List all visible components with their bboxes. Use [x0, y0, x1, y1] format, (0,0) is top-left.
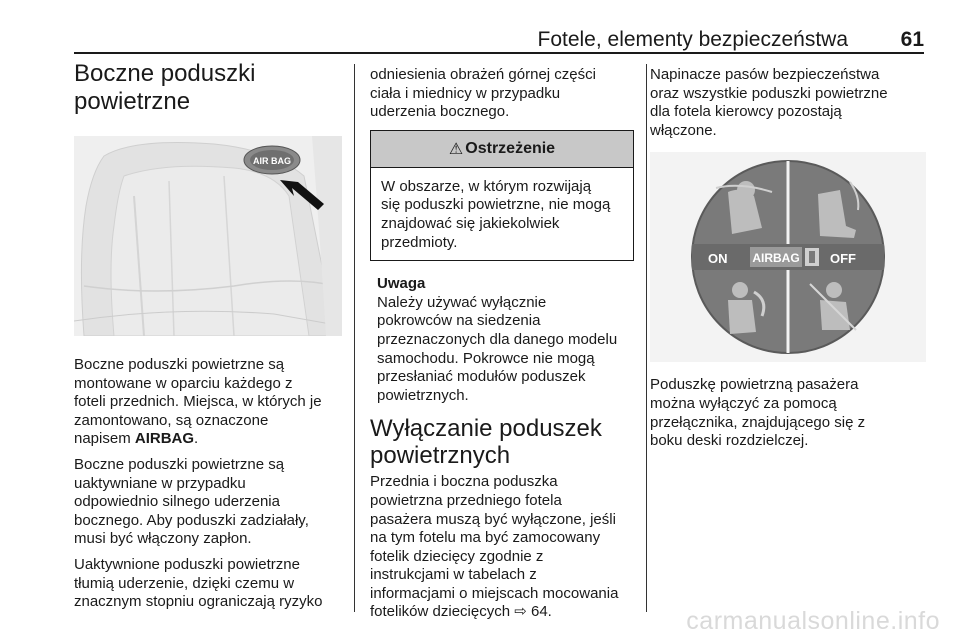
airbag-switch-illustration	[650, 152, 926, 362]
paragraph-continuation: odniesienia obrażeń górnej części ciała i miednicy w przypadku uderzenia bocznego.	[370, 66, 596, 121]
dial-label-airbag: AIRBAG	[752, 251, 800, 266]
paragraph-driver-airbags: Napinacze pasów bezpieczeństwa oraz wszystkie poduszki powietrzne dla fotela kierowcy pozostają włączone.	[650, 66, 888, 139]
seat-illustration	[74, 136, 342, 336]
page-header	[0, 24, 960, 54]
warning-box	[370, 130, 634, 261]
warning-body: W obszarze, w którym rozwijają się poduszki powietrzne, nie mogą znajdować się jakiekolwiek przedmioty.	[381, 177, 611, 251]
column-1	[74, 60, 342, 619]
section-heading-deactivation: Wyłączanie poduszek powietrznych	[370, 415, 602, 470]
paragraph-deactivation: Przednia i boczna poduszka powietrzna przedniego fotela pasażera muszą być wyłączone, jeśli na tym fotelu ma być zamocowany fotelik dziecięcy zgodnie z instrukcjami w tabelach z informacjami o miejscach mocowania fotelików dziecięcych ⇨ 64.	[370, 473, 619, 621]
watermark: carmanualsonline.info	[686, 607, 940, 635]
paragraph-side-airbags-activation: Boczne poduszki powietrzne są uaktywniane w przypadku odpowiednio silnego uderzenia bocznego. Aby poduszki zadziałały, musi być włączony zapłon.	[74, 455, 309, 548]
note-body: Należy używać wyłącznie pokrowców na siedzenia przeznaczonych dla danego modelu samochodu. Pokrowce nie mogą przesłaniać modułów poduszek powietrznych.	[377, 293, 618, 404]
section-heading-side-airbags: Boczne poduszki powietrzne	[74, 60, 256, 115]
warning-title: Ostrzeżenie	[465, 139, 556, 157]
airbag-label-bold: AIRBAG	[134, 430, 195, 448]
page-reference-link[interactable]: 64.	[530, 603, 552, 621]
page-number: 61	[900, 28, 924, 51]
running-title: Fotele, elementy bezpieczeństwa	[537, 28, 848, 51]
column-divider-2	[646, 64, 647, 612]
column-divider-1	[354, 64, 355, 612]
page-reference-arrow-icon[interactable]: ⇨	[514, 603, 527, 621]
warning-triangle-icon: ⚠	[448, 140, 464, 158]
dial-label-on: ON	[708, 251, 728, 267]
seat-airbag-illustration	[74, 136, 342, 336]
paragraph-passenger-airbag-switch: Poduszkę powietrzną pasażera można wyłączyć za pomocą przełącznika, znajdującego się z boku deski rozdzielczej.	[650, 376, 866, 450]
airbag-badge-text: AIR BAG	[253, 156, 291, 166]
note-block	[370, 275, 634, 405]
paragraph-side-airbags-location: Boczne poduszki powietrzne są montowane w oparciu każdego z foteli przednich. Miejsca, w których je zamontowano, są oznaczone napisem AIRBAG.	[74, 356, 322, 448]
airbag-dial	[650, 152, 926, 362]
column-2	[370, 66, 634, 629]
warning-header	[371, 131, 633, 168]
paragraph-side-airbags-effect: Uaktywnione poduszki powietrzne tłumią uderzenie, dzięki czemu w znacznym stopniu ograniczają ryzyko	[74, 555, 323, 611]
dial-label-off: OFF	[830, 251, 856, 267]
column-3	[650, 66, 926, 458]
header-rule	[74, 52, 924, 54]
note-title: Uwaga	[377, 275, 426, 293]
